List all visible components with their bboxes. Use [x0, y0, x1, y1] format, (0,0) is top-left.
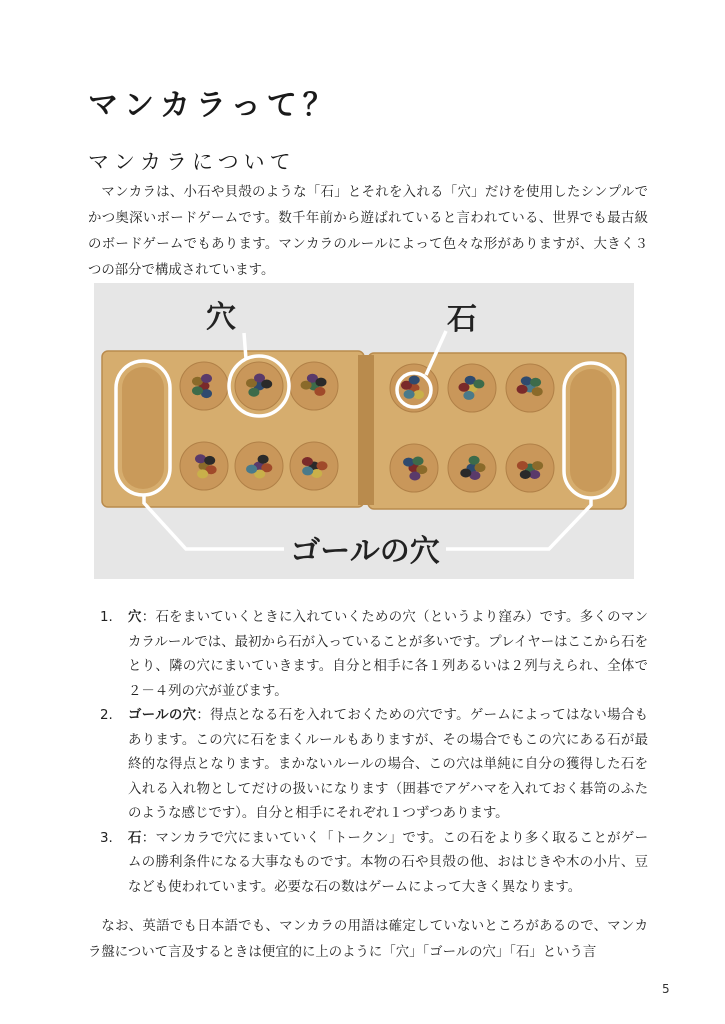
list-item-number: 3.	[100, 830, 113, 846]
stone	[409, 376, 420, 385]
mancala-board-illustration	[94, 283, 634, 579]
list-item-number: 2.	[100, 708, 113, 723]
stone	[204, 456, 215, 465]
list-item-number: 1.	[100, 610, 113, 625]
stone	[473, 379, 484, 388]
stone	[192, 386, 203, 395]
stone	[532, 387, 543, 396]
label-stone: 石	[447, 302, 477, 337]
stone	[201, 374, 212, 383]
stone	[302, 466, 313, 475]
stone	[197, 469, 208, 478]
list-item-text: ：石をまいていくときに入れていくための穴（というより窪み）です。多くのマンカラルールでは、最初から石が入っていることが多いです。プレイヤーはここから石をとり、隣の穴にまいていきます。自分と相手に各１列あるいは２列与えられ、全体で２－４列の穴が並びます。	[128, 610, 649, 699]
stone	[517, 385, 528, 394]
stone	[413, 457, 424, 466]
list-item	[100, 606, 648, 704]
label-hole: 穴	[206, 300, 236, 335]
stone	[463, 391, 474, 400]
stone	[404, 390, 415, 399]
stone	[409, 472, 420, 481]
goal-store-left	[122, 367, 164, 489]
page-title: マンカラって？	[88, 88, 339, 123]
stone	[261, 380, 272, 389]
stone	[248, 388, 259, 397]
stone	[475, 463, 486, 472]
stone	[460, 469, 471, 478]
hole-pointer-line	[244, 333, 246, 359]
stone	[316, 378, 327, 387]
list-item	[100, 827, 648, 901]
page-number: 5	[662, 982, 670, 996]
stone	[532, 461, 543, 470]
stone	[195, 454, 206, 463]
stone	[403, 458, 414, 467]
list-item-term: 石	[128, 830, 142, 846]
closing-paragraph: なお、英語でも日本語でも、マンカラの用語は確定していないところがあるので、マンカラ盤について言及するときは便宜的に上のように「穴」「ゴールの穴」「石」という言	[88, 919, 648, 960]
mancala-board	[102, 351, 626, 509]
stone	[302, 457, 313, 466]
section-title: マンカラについて	[88, 150, 296, 174]
list-item-term: 穴	[128, 610, 142, 625]
stone	[521, 376, 532, 385]
stone	[258, 455, 269, 464]
stone	[413, 390, 424, 399]
stone	[246, 465, 257, 474]
mancala-board-photo	[94, 283, 634, 579]
list-item-text: ：マンカラで穴にまいていく「トークン」です。この石をより多く取ることがゲームの勝利条件になる大事なものです。本物の石や貝殻の他、おはじきや木の小片、豆なども使われています。必要な石の数はゲームによって大きく異なります。	[128, 830, 649, 895]
board-hinge	[358, 355, 374, 505]
stone	[520, 470, 531, 479]
parts-list	[100, 606, 648, 900]
list-item-text: ：得点となる石を入れておくための穴です。ゲームによってはない場合もあります。この穴に石をまくルールもありますが、その場合でもこの穴にある石が最終的な得点となります。まかないルールの場合、この穴は単純に自分の獲得した石を入れる入れ物としてだけの扱いになります（囲碁でアゲハマを入れておく碁笥のふたのような感じです）。自分と相手にそれぞれ１つずつあります。	[128, 708, 648, 821]
stone	[530, 378, 541, 387]
stone	[529, 470, 540, 479]
goal-store-right	[570, 369, 612, 492]
label-goal-hole: ゴールの穴	[290, 534, 440, 569]
intro-paragraph: マンカラは、小石や貝殻のような「石」とそれを入れる「穴」だけを使用したシンプルでかつ奥深いボードゲームです。数千年前から遊ばれていると言われている、世界でも最古級のボードゲームでもあります。マンカラのルールによって色々な形がありますが、大きく３つの部分で構成されています。	[88, 185, 648, 278]
list-item	[100, 704, 648, 827]
stone	[317, 461, 328, 470]
stone	[517, 461, 528, 470]
stone	[314, 387, 325, 396]
list-item-term: ゴールの穴	[128, 708, 197, 723]
